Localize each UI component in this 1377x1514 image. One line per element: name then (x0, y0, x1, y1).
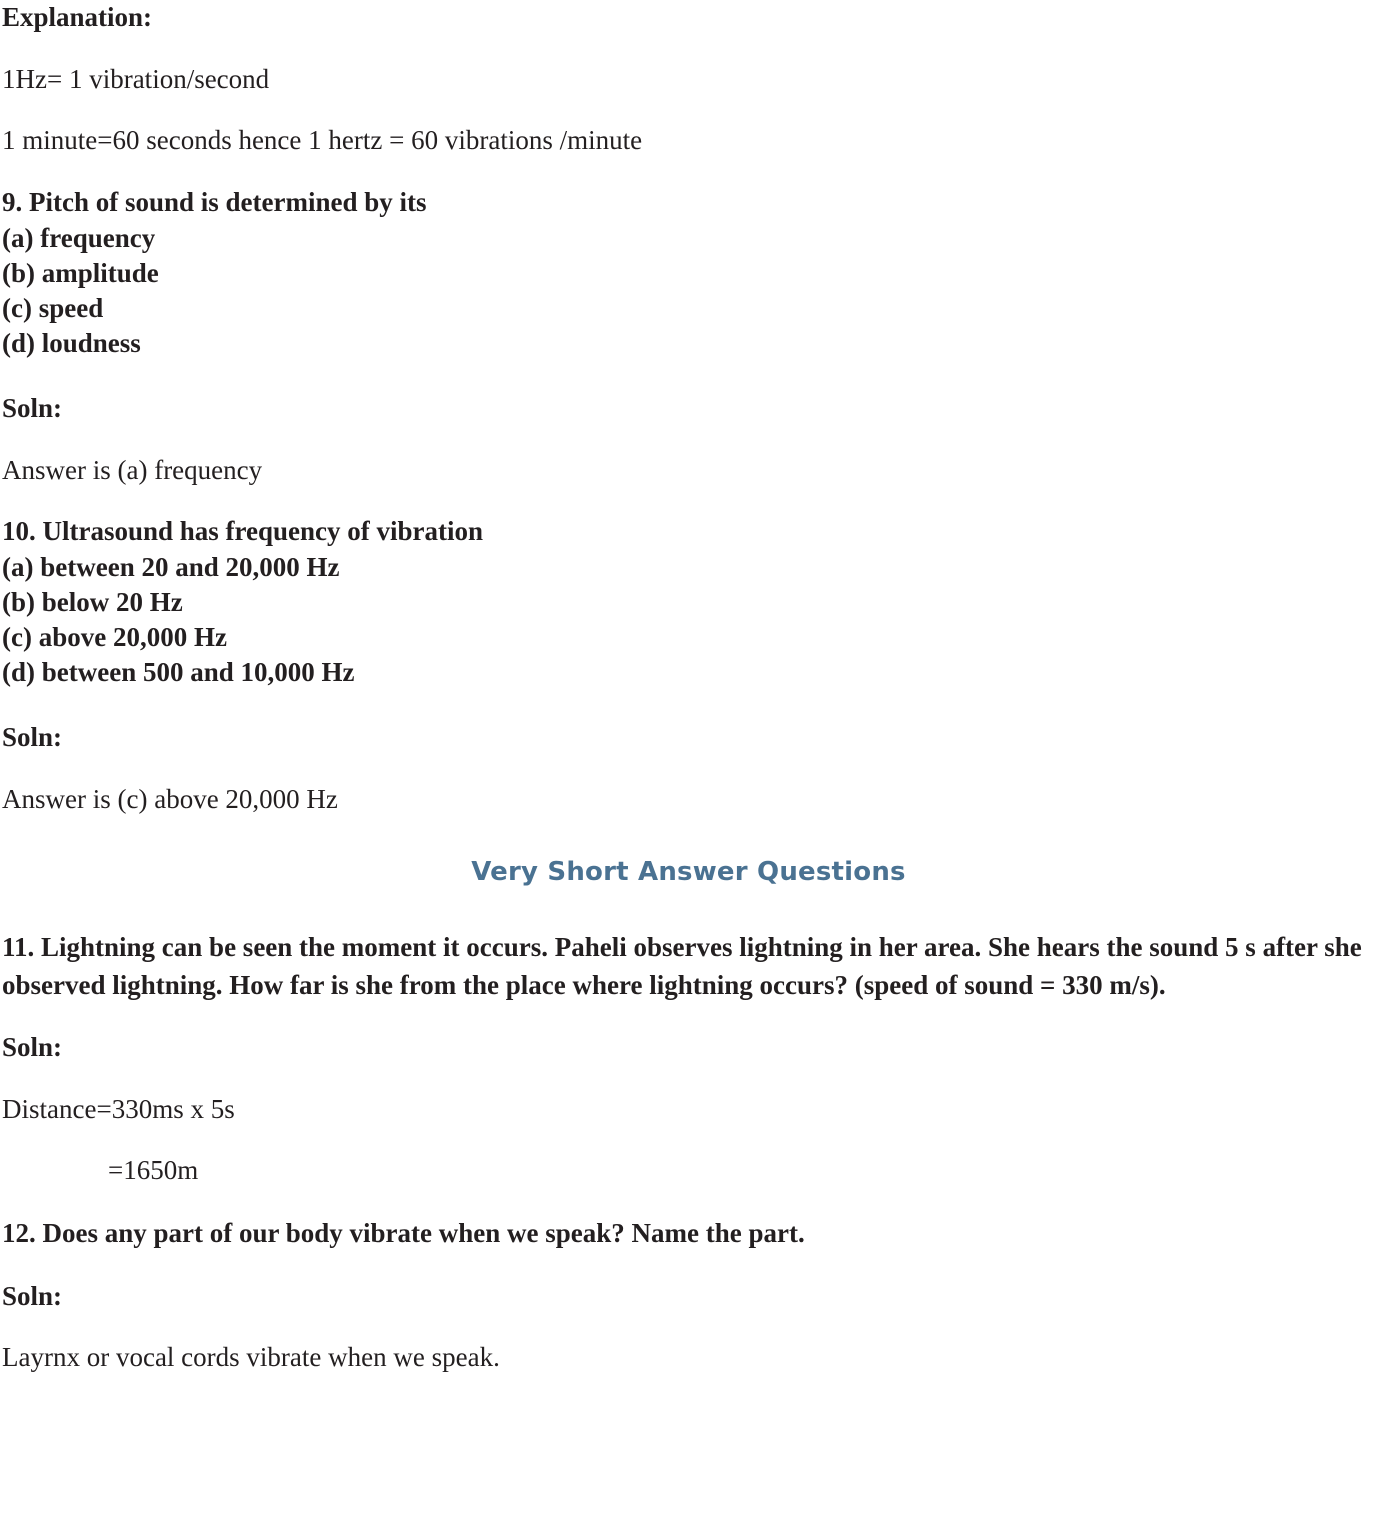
section-title: Very Short Answer Questions (471, 857, 906, 888)
question-12-soln-label: Soln: (2, 1280, 63, 1311)
question-11-work-line-2: =1650m (108, 1155, 199, 1186)
spacer (0, 361, 1377, 391)
question-11-soln-label: Soln: (2, 1031, 63, 1062)
question-9 (0, 185, 1377, 488)
question-10 (0, 514, 1377, 817)
question-9-option-a: (a) frequency (2, 222, 156, 253)
explanation-line-2: 1 minute=60 seconds hence 1 hertz = 60 vibrations /minute (2, 125, 643, 156)
question-12 (0, 1215, 1377, 1376)
question-9-text: 9. Pitch of sound is determined by its (2, 186, 427, 217)
question-10-option-d: (d) between 500 and 10,000 Hz (2, 657, 355, 688)
question-10-option-c: (c) above 20,000 Hz (2, 621, 227, 652)
question-9-option-c: (c) speed (2, 292, 104, 323)
question-11 (0, 929, 1377, 1189)
question-9-soln-label: Soln: (2, 392, 63, 423)
question-11-work-line-1: Distance=330ms x 5s (2, 1093, 235, 1124)
question-10-soln-label: Soln: (2, 722, 63, 753)
question-10-text: 10. Ultrasound has frequency of vibration (2, 516, 484, 547)
spacer (0, 690, 1377, 720)
question-10-answer: Answer is (c) above 20,000 Hz (2, 783, 338, 814)
question-11-text: 11. Lightning can be seen the moment it occurs. Paheli observes lightning in her area. She hears the sound 5 s after she observed lightning. How far is she from the place where lightning occurs? (speed of sound = 330 m/s). (2, 932, 1362, 1000)
question-12-text: 12. Does any part of our body vibrate when we speak? Name the part. (2, 1218, 805, 1249)
question-9-answer: Answer is (a) frequency (2, 454, 263, 485)
question-10-option-b: (b) below 20 Hz (2, 586, 183, 617)
question-10-option-a: (a) between 20 and 20,000 Hz (2, 551, 340, 582)
question-12-answer: Layrnx or vocal cords vibrate when we speak. (2, 1342, 500, 1373)
question-9-option-d: (d) loudness (2, 327, 141, 358)
question-9-option-b: (b) amplitude (2, 257, 159, 288)
explanation-heading: Explanation: (2, 2, 153, 32)
explanation-line-1: 1Hz= 1 vibration/second (2, 63, 270, 94)
